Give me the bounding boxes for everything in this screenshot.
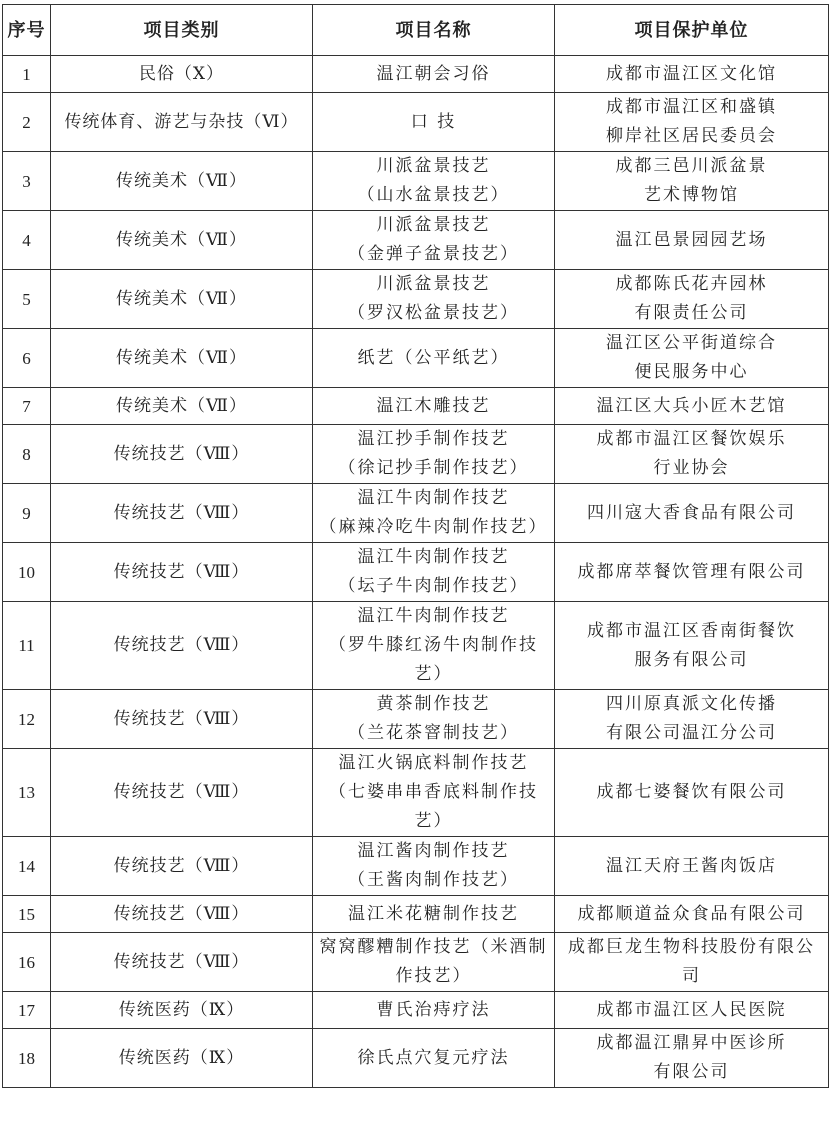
cell-index: 5 xyxy=(3,270,51,329)
table-row xyxy=(3,543,829,602)
cell-index: 7 xyxy=(3,388,51,425)
project-name-line: 徐氏点穴复元疗法 xyxy=(357,1047,510,1068)
protection-unit-line: 便民服务中心 xyxy=(634,362,749,382)
table-row xyxy=(3,1029,829,1088)
protection-unit-line: 成都顺道益众食品有限公司 xyxy=(577,903,806,924)
cell-protection-unit xyxy=(555,896,829,933)
cell-category: 传统美术（Ⅶ） xyxy=(51,211,313,270)
table-row xyxy=(3,749,829,837)
project-name-line: 温江牛肉制作技艺 xyxy=(357,547,510,567)
protection-unit-line: 温江区大兵小匠木艺馆 xyxy=(596,395,787,416)
cell-category: 传统技艺（Ⅷ） xyxy=(51,543,313,602)
cell-category: 民俗（Ⅹ） xyxy=(51,56,313,93)
cell-project-name xyxy=(313,152,555,211)
protection-unit-line: 行业协会 xyxy=(653,458,730,478)
table-header-row xyxy=(3,5,829,56)
cell-project-name xyxy=(313,93,555,152)
cell-category: 传统美术（Ⅶ） xyxy=(51,152,313,211)
cell-protection-unit xyxy=(555,690,829,749)
cell-category: 传统技艺（Ⅷ） xyxy=(51,933,313,992)
cell-index: 13 xyxy=(3,749,51,837)
cell-project-name xyxy=(313,602,555,690)
project-name-line: 温江朝会习俗 xyxy=(376,63,491,84)
project-name-line: （罗牛膝红汤牛肉制作技 xyxy=(329,635,538,655)
project-name-line: （兰花茶窨制技艺） xyxy=(348,723,519,743)
project-name-line: 温江牛肉制作技艺 xyxy=(357,488,510,508)
protection-unit-line: 司 xyxy=(682,966,701,986)
project-name-line: （金弹子盆景技艺） xyxy=(348,244,519,264)
table-row xyxy=(3,211,829,270)
cell-category: 传统美术（Ⅶ） xyxy=(51,329,313,388)
cell-project-name xyxy=(313,1029,555,1088)
protection-unit-line: 成都陈氏花卉园林 xyxy=(615,274,768,294)
cell-protection-unit xyxy=(555,992,829,1029)
table-row xyxy=(3,388,829,425)
project-name-line: 温江抄手制作技艺 xyxy=(357,429,510,449)
cell-category: 传统技艺（Ⅷ） xyxy=(51,484,313,543)
heritage-project-table xyxy=(2,4,829,1088)
cell-index: 4 xyxy=(3,211,51,270)
project-name-line: 温江牛肉制作技艺 xyxy=(357,606,510,626)
header-index: 序号 xyxy=(3,5,51,56)
header-project-name: 项目名称 xyxy=(313,5,555,56)
cell-protection-unit xyxy=(555,388,829,425)
project-name-line: 温江木雕技艺 xyxy=(376,395,491,416)
cell-project-name xyxy=(313,56,555,93)
cell-index: 17 xyxy=(3,992,51,1029)
cell-index: 8 xyxy=(3,425,51,484)
cell-protection-unit xyxy=(555,270,829,329)
table-row xyxy=(3,425,829,484)
table-row xyxy=(3,93,829,152)
cell-protection-unit xyxy=(555,152,829,211)
cell-category: 传统技艺（Ⅷ） xyxy=(51,425,313,484)
project-name-line: （坛子牛肉制作技艺） xyxy=(338,576,529,596)
cell-project-name xyxy=(313,543,555,602)
cell-project-name xyxy=(313,896,555,933)
project-name-line: 温江酱肉制作技艺 xyxy=(357,841,510,861)
protection-unit-line: 温江邑景园园艺场 xyxy=(615,229,768,250)
project-name-line: 纸艺（公平纸艺） xyxy=(357,347,510,368)
protection-unit-line: 有限公司温江分公司 xyxy=(606,723,777,743)
project-name-line: 作技艺） xyxy=(395,966,472,986)
project-name-line: （徐记抄手制作技艺） xyxy=(338,458,529,478)
project-name-line: 口 技 xyxy=(410,111,457,132)
project-name-line: （罗汉松盆景技艺） xyxy=(348,303,519,323)
cell-project-name xyxy=(313,933,555,992)
table-row xyxy=(3,933,829,992)
project-name-line: 曹氏治痔疗法 xyxy=(376,999,491,1020)
cell-category: 传统技艺（Ⅷ） xyxy=(51,602,313,690)
cell-protection-unit xyxy=(555,1029,829,1088)
protection-unit-line: 有限责任公司 xyxy=(634,303,749,323)
cell-project-name xyxy=(313,690,555,749)
protection-unit-line: 成都巨龙生物科技股份有限公 xyxy=(568,937,815,957)
protection-unit-line: 温江区公平街道综合 xyxy=(606,333,777,353)
cell-category: 传统美术（Ⅶ） xyxy=(51,270,313,329)
cell-project-name xyxy=(313,484,555,543)
protection-unit-line: 柳岸社区居民委员会 xyxy=(606,126,777,146)
table-row xyxy=(3,152,829,211)
table-row xyxy=(3,602,829,690)
cell-index: 9 xyxy=(3,484,51,543)
cell-protection-unit xyxy=(555,602,829,690)
protection-unit-line: 四川原真派文化传播 xyxy=(606,694,777,714)
cell-index: 1 xyxy=(3,56,51,93)
cell-protection-unit xyxy=(555,837,829,896)
project-name-line: （麻辣冷吃牛肉制作技艺） xyxy=(319,517,548,537)
project-name-line: 黄茶制作技艺 xyxy=(376,694,491,714)
protection-unit-line: 成都市温江区香南街餐饮 xyxy=(587,620,796,641)
cell-index: 10 xyxy=(3,543,51,602)
project-name-line: 温江米花糖制作技艺 xyxy=(348,903,519,924)
project-name-line: （王酱肉制作技艺） xyxy=(348,870,519,890)
table-row xyxy=(3,270,829,329)
cell-index: 2 xyxy=(3,93,51,152)
project-name-line: 川派盆景技艺 xyxy=(376,274,491,294)
project-name-line: 艺） xyxy=(414,664,453,684)
cell-protection-unit xyxy=(555,93,829,152)
cell-category: 传统体育、游艺与杂技（Ⅵ） xyxy=(51,93,313,152)
project-name-line: 川派盆景技艺 xyxy=(376,156,491,176)
protection-unit-line: 服务有限公司 xyxy=(634,649,749,670)
project-name-line: 艺） xyxy=(414,811,453,831)
cell-protection-unit xyxy=(555,749,829,837)
cell-protection-unit xyxy=(555,543,829,602)
protection-unit-line: 成都市温江区和盛镇 xyxy=(606,97,777,117)
table-row xyxy=(3,896,829,933)
protection-unit-line: 成都七婆餐饮有限公司 xyxy=(596,782,787,802)
protection-unit-line: 有限公司 xyxy=(653,1062,730,1082)
cell-index: 11 xyxy=(3,602,51,690)
cell-project-name xyxy=(313,425,555,484)
cell-index: 6 xyxy=(3,329,51,388)
table-row xyxy=(3,837,829,896)
protection-unit-line: 四川寇大香食品有限公司 xyxy=(587,502,796,523)
cell-project-name xyxy=(313,270,555,329)
cell-index: 16 xyxy=(3,933,51,992)
project-name-line: 温江火锅底料制作技艺 xyxy=(338,753,529,773)
protection-unit-line: 成都市温江区文化馆 xyxy=(606,63,777,84)
cell-index: 14 xyxy=(3,837,51,896)
table-body xyxy=(3,56,829,1088)
protection-unit-line: 成都市温江区人民医院 xyxy=(596,999,787,1020)
cell-index: 18 xyxy=(3,1029,51,1088)
cell-index: 12 xyxy=(3,690,51,749)
cell-protection-unit xyxy=(555,56,829,93)
header-protection-unit: 项目保护单位 xyxy=(555,5,829,56)
cell-project-name xyxy=(313,837,555,896)
table-row xyxy=(3,56,829,93)
header-category: 项目类别 xyxy=(51,5,313,56)
table-row xyxy=(3,329,829,388)
project-name-line: （七婆串串香底料制作技 xyxy=(329,782,538,802)
cell-category: 传统技艺（Ⅷ） xyxy=(51,837,313,896)
cell-index: 15 xyxy=(3,896,51,933)
table-row xyxy=(3,690,829,749)
protection-unit-line: 成都席萃餐饮管理有限公司 xyxy=(577,561,806,582)
project-name-line: 窝窝醪糟制作技艺（米酒制 xyxy=(319,937,548,957)
cell-category: 传统技艺（Ⅷ） xyxy=(51,896,313,933)
cell-project-name xyxy=(313,211,555,270)
cell-protection-unit xyxy=(555,425,829,484)
cell-category: 传统医药（Ⅸ） xyxy=(51,992,313,1029)
protection-unit-line: 温江天府王酱肉饭店 xyxy=(606,855,777,876)
cell-protection-unit xyxy=(555,933,829,992)
protection-unit-line: 成都三邑川派盆景 xyxy=(615,156,768,176)
protection-unit-line: 艺术博物馆 xyxy=(644,185,739,205)
cell-protection-unit xyxy=(555,329,829,388)
cell-category: 传统美术（Ⅶ） xyxy=(51,388,313,425)
cell-protection-unit xyxy=(555,211,829,270)
cell-project-name xyxy=(313,992,555,1029)
table-row xyxy=(3,484,829,543)
table-row xyxy=(3,992,829,1029)
protection-unit-line: 成都市温江区餐饮娱乐 xyxy=(596,429,787,449)
cell-project-name xyxy=(313,749,555,837)
project-name-line: （山水盆景技艺） xyxy=(357,185,510,205)
cell-protection-unit xyxy=(555,484,829,543)
cell-index: 3 xyxy=(3,152,51,211)
cell-category: 传统技艺（Ⅷ） xyxy=(51,690,313,749)
cell-category: 传统技艺（Ⅷ） xyxy=(51,749,313,837)
cell-category: 传统医药（Ⅸ） xyxy=(51,1029,313,1088)
protection-unit-line: 成都温江鼎昇中医诊所 xyxy=(596,1033,787,1053)
project-name-line: 川派盆景技艺 xyxy=(376,215,491,235)
cell-project-name xyxy=(313,388,555,425)
cell-project-name xyxy=(313,329,555,388)
